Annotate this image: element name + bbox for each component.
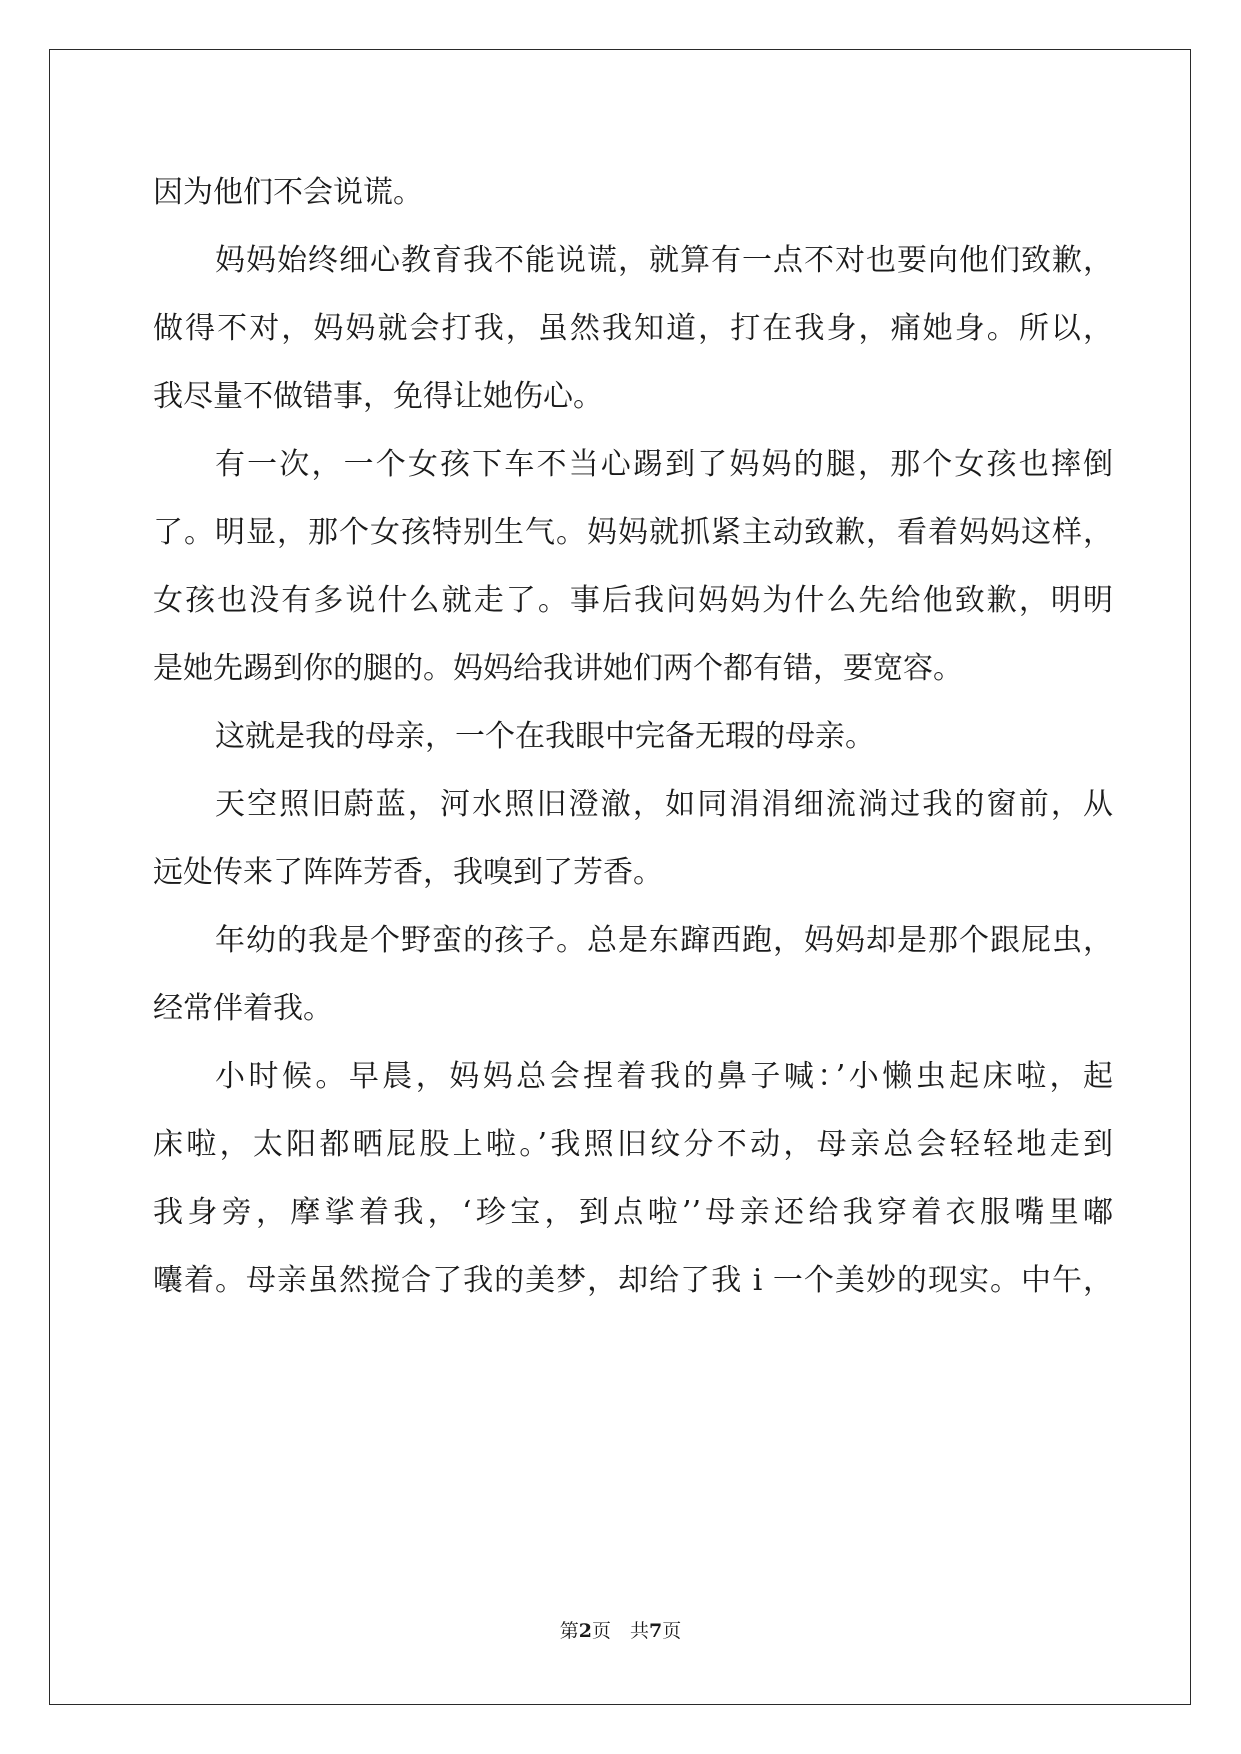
text-line-5: 有一次，一个女孩下车不当心踢到了妈妈的腿，那个女孩也摔倒 bbox=[215, 447, 1113, 482]
text-line-4: 我尽量不做错事，免得让她伤心。 bbox=[153, 379, 603, 414]
text-line-2: 妈妈始终细心教育我不能说谎，就算有一点不对也要向他们致歉， bbox=[215, 243, 1113, 278]
text-line-1: 因为他们不会说谎。 bbox=[153, 175, 423, 210]
text-line-10: 天空照旧蔚蓝，河水照旧澄澈，如同涓涓细流淌过我的窗前，从 bbox=[215, 787, 1113, 822]
document-body bbox=[153, 159, 1113, 1315]
text-line-6: 了。明显，那个女孩特别生气。妈妈就抓紧主动致歉，看着妈妈这样， bbox=[153, 515, 1113, 550]
text-line-15: 床啦，太阳都晒屁股上啦。’我照旧纹分不动，母亲总会轻轻地走到 bbox=[153, 1127, 1113, 1162]
page-number-prefix: 第 bbox=[559, 1620, 579, 1642]
text-line-17: 囔着。母亲虽然搅合了我的美梦，却给了我 i 一个美妙的现实。中午， bbox=[153, 1263, 1113, 1298]
text-line-3: 做得不对，妈妈就会打我，虽然我知道，打在我身，痛她身。所以， bbox=[153, 311, 1113, 346]
page-number-suffix: 页 bbox=[662, 1620, 682, 1642]
text-line-7: 女孩也没有多说什么就走了。事后我问妈妈为什么先给他致歉，明明 bbox=[153, 583, 1113, 618]
page-number-mid: 页 共 bbox=[591, 1620, 649, 1642]
text-line-11: 远处传来了阵阵芳香，我嗅到了芳香。 bbox=[153, 855, 663, 890]
text-line-14: 小时候。早晨，妈妈总会捏着我的鼻子喊：’小懒虫起床啦，起 bbox=[215, 1059, 1113, 1094]
page-number-current: 2 bbox=[578, 1620, 592, 1642]
page-footer bbox=[0, 1616, 1241, 1643]
text-line-12: 年幼的我是个野蛮的孩子。总是东蹿西跑，妈妈却是那个跟屁虫， bbox=[215, 923, 1113, 958]
text-line-16: 我身旁，摩挲着我，‘珍宝，到点啦’’母亲还给我穿着衣服嘴里嘟 bbox=[153, 1195, 1113, 1230]
page-number-total: 7 bbox=[649, 1620, 663, 1642]
text-line-8: 是她先踢到你的腿的。妈妈给我讲她们两个都有错，要宽容。 bbox=[153, 651, 963, 686]
text-line-13: 经常伴着我。 bbox=[153, 991, 333, 1026]
text-line-9: 这就是我的母亲，一个在我眼中完备无瑕的母亲。 bbox=[215, 719, 875, 754]
